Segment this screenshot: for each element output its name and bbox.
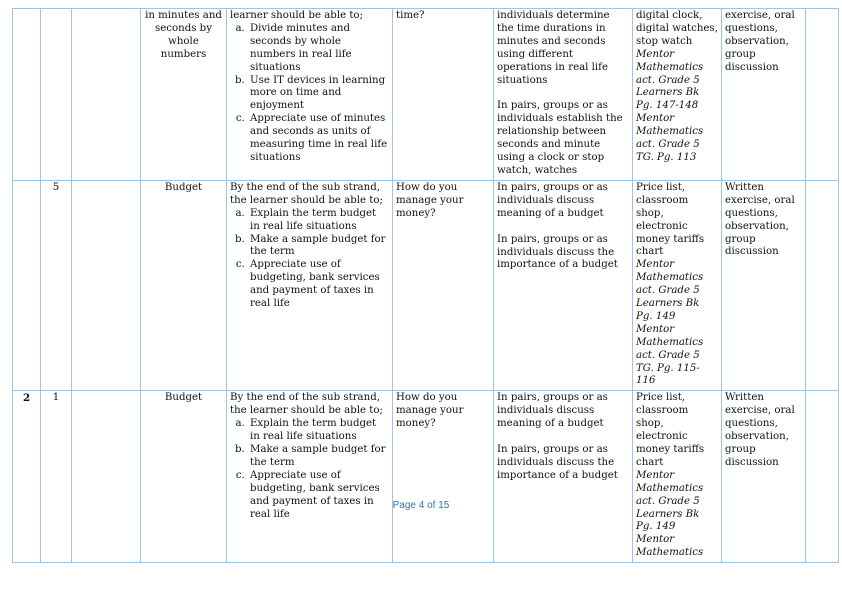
- inquiry-question-cell: time?: [393, 9, 494, 181]
- resource-reference: Mentor Mathematics act. Grade 5 Learners Bk Pg. 147-148: [636, 48, 704, 112]
- assessment-cell: exercise, oral questions, observation, group discussion: [722, 9, 806, 181]
- resource-reference: Mentor Mathematics act. Grade 5 TG. Pg. 115-116: [636, 323, 704, 387]
- experience-paragraph: In pairs, groups or as individuals establish the relationship between seconds and minute using a clock or stop watch, watches: [497, 100, 623, 176]
- strand-cell: [72, 9, 141, 181]
- resources-cell: [633, 391, 722, 563]
- sub-strand-cell: Budget: [141, 180, 227, 391]
- reflection-cell: [806, 180, 839, 391]
- learning-outcomes-cell: [227, 391, 393, 563]
- inquiry-question-cell: How do you manage your money?: [393, 391, 494, 563]
- experience-paragraph: In pairs, groups or as individuals discuss the importance of a budget: [497, 444, 618, 481]
- list-item: b. Use IT devices in learning more on time and enjoyment: [248, 75, 389, 114]
- learning-experiences-cell: [494, 180, 633, 391]
- experience-paragraph: In pairs, groups or as individuals discuss meaning of a budget: [497, 181, 608, 219]
- resources-cell: [633, 9, 722, 181]
- list-item: b. Make a sample budget for the term: [248, 234, 389, 260]
- strand-cell: [72, 391, 141, 563]
- learning-experiences-cell: [494, 391, 633, 563]
- strand-cell: [72, 180, 141, 391]
- resources-text: Price list, classroom shop, electronic money tariffs chart: [636, 392, 705, 468]
- week-cell: 2: [13, 391, 41, 563]
- inquiry-question-cell: How do you manage your money?: [393, 180, 494, 391]
- table-row: [13, 180, 839, 391]
- week-cell: [13, 9, 41, 181]
- resources-text: Price list, classroom shop, electronic money tariffs chart: [636, 181, 705, 258]
- reflection-cell: [806, 391, 839, 563]
- assessment-cell: Written exercise, oral questions, observation, group discussion: [722, 391, 806, 563]
- experience-paragraph: individuals determine the time durations in minutes and seconds using different operations in real life situations: [497, 10, 610, 86]
- lesson-cell: 5: [41, 180, 72, 391]
- list-item: c. Appreciate use of minutes and seconds as units of measuring time in real life situations: [248, 113, 389, 165]
- learning-outcomes-cell: [227, 9, 393, 181]
- outcomes-list: [230, 23, 389, 165]
- lesson-cell: 1: [41, 391, 72, 563]
- outcomes-intro: learner should be able to;: [230, 10, 363, 21]
- list-item: c. Appreciate use of budgeting, bank services and payment of taxes in real life: [248, 470, 389, 522]
- sub-strand-cell: in minutes and seconds by whole numbers: [141, 9, 227, 181]
- week-cell: [13, 180, 41, 391]
- experience-paragraph: In pairs, groups or as individuals discuss the importance of a budget: [497, 233, 618, 271]
- assessment-cell: Written exercise, oral questions, observation, group discussion: [722, 180, 806, 391]
- resources-cell: [633, 180, 722, 391]
- experience-paragraph: In pairs, groups or as individuals discuss meaning of a budget: [497, 392, 608, 430]
- outcomes-intro: By the end of the sub strand, the learner should be able to;: [230, 181, 383, 206]
- resource-reference: Mentor Mathematics act. Grade 5 TG. Pg. 113: [636, 113, 704, 163]
- scheme-of-work-table: [12, 8, 839, 563]
- resource-reference: Mentor Mathematics: [636, 534, 704, 559]
- sub-strand-cell: Budget: [141, 391, 227, 563]
- learning-experiences-cell: [494, 9, 633, 181]
- table-row: [13, 391, 839, 563]
- list-item: b. Make a sample budget for the term: [248, 444, 389, 470]
- outcomes-list: [230, 208, 389, 311]
- list-item: a. Explain the term budget in real life situations: [248, 208, 389, 234]
- list-item: a. Divide minutes and seconds by whole numbers in real life situations: [248, 23, 389, 75]
- page-number: Page 4 of 15: [392, 500, 450, 511]
- outcomes-intro: By the end of the sub strand, the learner should be able to;: [230, 392, 383, 417]
- learning-outcomes-cell: [227, 180, 393, 391]
- list-item: a. Explain the term budget in real life situations: [248, 418, 389, 444]
- resource-reference: Mentor Mathematics act. Grade 5 Learners Bk Pg. 149: [636, 259, 704, 322]
- resources-text: digital clock, digital watches, stop watch: [636, 10, 718, 47]
- resource-reference: Mentor Mathematics act. Grade 5 Learners Bk Pg. 149: [636, 469, 704, 533]
- lesson-cell: [41, 9, 72, 181]
- table-row: [13, 9, 839, 181]
- list-item: c. Appreciate use of budgeting, bank services and payment of taxes in real life: [248, 259, 389, 311]
- reflection-cell: [806, 9, 839, 181]
